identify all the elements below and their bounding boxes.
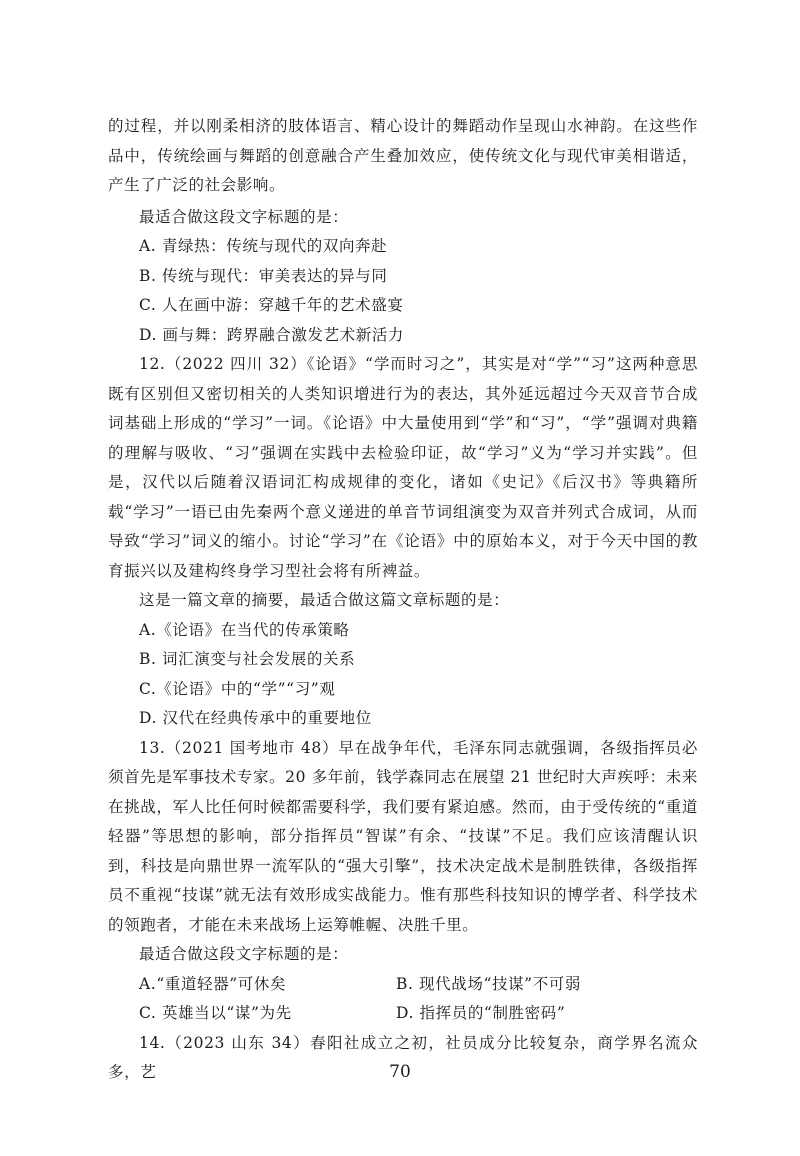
q12-option-d: D. 汉代在经典传承中的重要地位 — [139, 709, 372, 727]
q12-option-c: C.《论语》中的“学”“习”观 — [139, 679, 336, 698]
q13-option-a: A.“重道轻器”可休矣 — [139, 974, 287, 993]
q12-option-b: B. 词汇演变与社会发展的关系 — [139, 650, 356, 668]
q11-prompt: 最适合做这段文字标题的是： — [139, 207, 349, 226]
q11-option-a: A. 青绿热：传统与现代的双向奔赴 — [139, 237, 388, 255]
q11-option-d: D. 画与舞：跨界融合激发艺术新活力 — [139, 325, 405, 344]
top-paragraph: 的过程，并以刚柔相济的肢体语言、精心设计的舞蹈动作呈现山水神韵。在这些作品中，传统绘画与舞蹈的创意融合产生叠加效应，使传统文化与现代审美相谐适，产生了广泛的社会影响。 — [108, 117, 698, 194]
q13-option-c: C. 英雄当以“谋”为先 — [139, 1004, 292, 1022]
q11-option-b: B. 传统与现代：审美表达的异与同 — [139, 266, 388, 285]
q12-prompt: 这是一篇文章的摘要，最适合做这篇文章标题的是： — [139, 591, 510, 609]
q13-text: 13.（2021 国考地市 48）早在战争年代，毛泽东同志就强调，各级指挥员必须首先是军事技术专家。20 多年前，钱学森同志在展望 21 世纪时大声疾呼：未来在挑战，军人比任何时候都需要科学，我们要有紧迫感。然而，由于受传统的“重道轻器”等思想的影响，部分指挥员“智谋”有余、“技谋”不足。我们应该清醒认识到，科技是向鼎世界一流军队的“强大引擎”，技术决定战术是制胜铁律，各级指挥员不重视“技谋”就无法有效形成实战能力。惟有那些科技知识的博学者、科学技术的领跑者，才能在未来战场上运筹帷幄、决胜千里。 — [108, 738, 698, 934]
q12-text: 12.（2022 四川 32）《论语》“学而时习之”，其实是对“学”“习”这两种意思既有区别但又密切相关的人类知识增进行为的表达，其外延远超过今天双音节合成词基础上形成的“学习”一词。《论语》中大量使用到“学”和“习”，“学”强调对典籍的理解与吸收、“习”强调在实践中去检验印证，故“学习”义为“学习并实践”。但是，汉代以后随着汉语词汇构成规律的变化，诸如《史记》《后汉书》等典籍所载“学习”一语已由先秦两个意义递进的单音节词组演变为双音并列式合成词，从而导致“学习”词义的缩小。讨论“学习”在《论语》中的原始本义，对于今天中国的教育振兴以及建构终身学习型社会将有所裨益。 — [108, 355, 698, 580]
q12-option-a: A.《论语》在当代的传承策略 — [139, 620, 350, 639]
q13-options-row-1 — [108, 970, 698, 1000]
q13-options-row-2 — [108, 999, 698, 1029]
q14-text: 14.（2023 山东 34）春阳社成立之初，社员成分比较复杂，商学界名流众多，艺 — [108, 1033, 698, 1081]
q13-option-b: B. 现代战场“技谋”不可弱 — [396, 974, 581, 993]
q13-option-d: D. 指挥员的“制胜密码” — [396, 1004, 566, 1022]
q13-prompt: 最适合做这段文字标题的是： — [139, 945, 349, 963]
page-number: 70 — [389, 1062, 411, 1082]
document-page — [108, 112, 698, 1088]
q11-option-c: C. 人在画中游：穿越千年的艺术盛宴 — [139, 296, 404, 314]
